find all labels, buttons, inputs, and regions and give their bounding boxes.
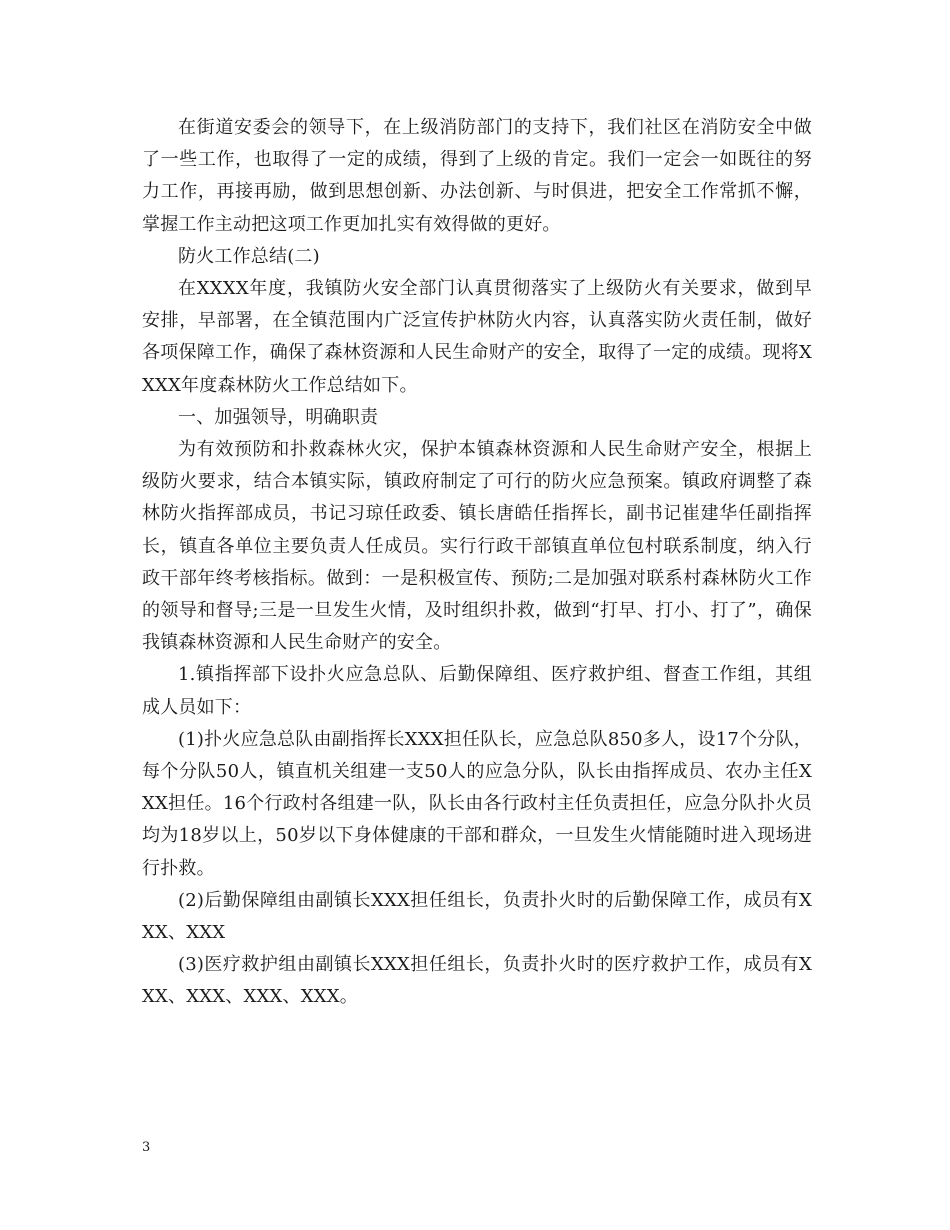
paragraph-leadership: 为有效预防和扑救森林火灾，保护本镇森林资源和人民生命财产安全，根据上级防火要求，结合本镇实际，镇政府制定了可行的防火应急预案。镇政府调整了森林防火指挥部成员，书记习琼任政委、镇长唐皓任指挥长，副书记崔建华任副指挥长，镇直各单位主要负责人任成员。实行行政干部镇直单位包村联系制度，纳入行政干部年终考核指标。做到：一是积极宣传、预防;二是加强对联系村森林防火工作的领导和督导;三是一旦发生火情，及时组织扑救，做到“打早、打小、打了”，确保我镇森林资源和人民生命财产的安全。 [142,439,812,654]
list-item-command: 1.镇指挥部下设扑火应急总队、后勤保障组、医疗救护组、督查工作组，其组成人员如下： [142,664,812,718]
page-number: 3 [142,1140,151,1155]
paragraph-overview: 在XXXX年度，我镇防火安全部门认真贯彻落实了上级防火有关要求，做到早安排，早部署，在全镇范围内广泛宣传护林防火内容，认真落实防火责任制，做好各项保障工作，确保了森林资源和人民生命财产的安全，取得了一定的成绩。现将XXXX年度森林防火工作总结如下。 [142,278,812,396]
section-heading-leadership: 一、加强领导，明确职责 [178,406,379,428]
list-item-medical: (3)医疗救护组由副镇长XXX担任组长，负责扑火时的医疗救护工作，成员有XXX、XXX、XXX、XXX。 [142,954,812,1008]
section-title: 防火工作总结(二) [178,245,320,267]
paragraph-intro: 在街道安委会的领导下，在上级消防部门的支持下，我们社区在消防安全中做了一些工作，也取得了一定的成绩，得到了上级的肯定。我们一定会一如既往的努力工作，再接再励，做到思想创新、办法创新、与时俱进，把安全工作常抓不懈，掌握工作主动把这项工作更加扎实有效得做的更好。 [142,117,812,235]
list-item-logistics: (2)后勤保障组由副镇长XXX担任组长，负责扑火时的后勤保障工作，成员有XXX、XXX [142,889,812,944]
document-body [142,112,812,1014]
list-item-fire-team: (1)扑火应急总队由副指挥长XXX担任队长，应急总队850多人，设17个分队，每个分队50人，镇直机关组建一支50人的应急分队，队长由指挥成员、农办主任XXX担任。16个行政村各组建一队，队长由各行政村主任负责担任，应急分队扑火员均为18岁以上，50岁以下身体健康的干部和群众，一旦发生火情能随时进入现场进行扑救。 [142,728,812,879]
